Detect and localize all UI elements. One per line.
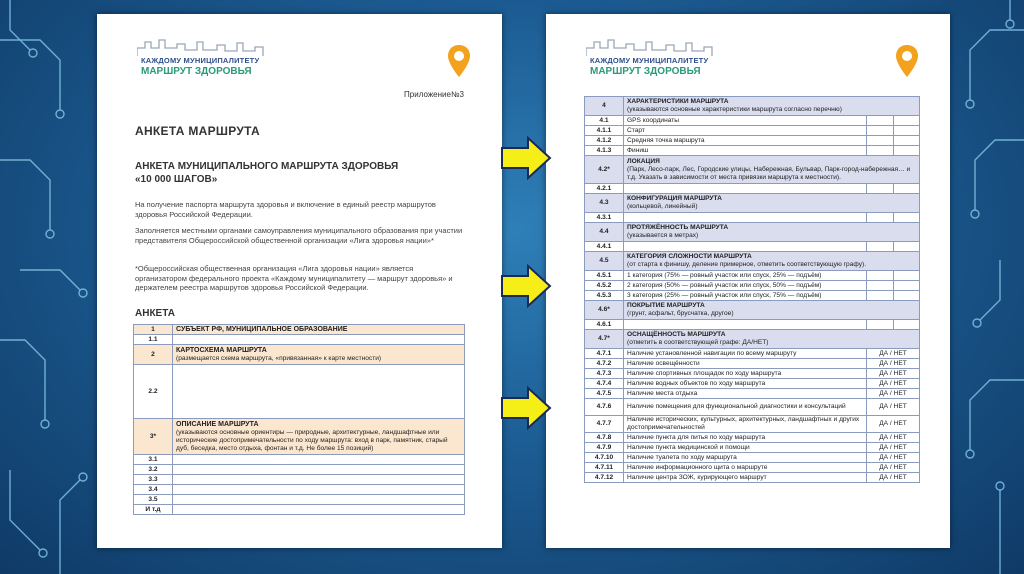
row-title: ПРОТЯЖЁННОСТЬ МАРШРУТА — [627, 224, 729, 231]
table-row — [134, 365, 465, 419]
table-row — [585, 146, 920, 156]
table-row — [585, 379, 920, 389]
row-note: (указывается в метрах) — [627, 232, 699, 239]
section-header — [624, 223, 920, 242]
row-number: 3.1 — [134, 455, 173, 465]
value-cell[interactable] — [893, 116, 920, 126]
value-cell[interactable] — [893, 184, 920, 194]
row-title: КАТЕГОРИЯ СЛОЖНОСТИ МАРШРУТА — [627, 253, 752, 260]
left-document-page — [97, 14, 502, 548]
logo-line-1: КАЖДОМУ МУНИЦИПАЛИТЕТУ — [141, 56, 260, 65]
row-number: 4.7.6 — [585, 399, 624, 416]
row-number: 4.1 — [585, 116, 624, 126]
row-label: Наличие спортивных площадок по ходу маршрута — [624, 369, 867, 379]
value-cell[interactable] — [867, 320, 894, 330]
table-row — [134, 475, 465, 485]
row-number: 4.7.5 — [585, 389, 624, 399]
row-content[interactable] — [173, 475, 465, 485]
value-cell[interactable] — [867, 136, 894, 146]
logo-line-1: КАЖДОМУ МУНИЦИПАЛИТЕТУ — [590, 56, 709, 65]
row-content[interactable] — [173, 455, 465, 465]
table-row — [585, 416, 920, 433]
table-row — [585, 349, 920, 359]
row-label: Наличие информационного щита о маршруте — [624, 463, 867, 473]
table-row — [585, 184, 920, 194]
row-number: 4.5.1 — [585, 271, 624, 281]
table-row — [585, 473, 920, 483]
paragraph-1: На получение паспорта маршрута здоровья и включение в единый реестр маршрутов здоровья Российской Федерации. — [135, 200, 436, 219]
table-row — [585, 463, 920, 473]
row-label: Наличие пункта для питья по ходу маршрута — [624, 433, 867, 443]
table-row — [134, 335, 465, 345]
row-content[interactable] — [173, 495, 465, 505]
row-content[interactable] — [173, 465, 465, 475]
row-label — [624, 242, 867, 252]
row-content[interactable] — [173, 335, 465, 345]
row-number: 3.5 — [134, 495, 173, 505]
appendix-label: Приложение№3 — [404, 90, 464, 99]
row-number: 4.7.4 — [585, 379, 624, 389]
row-note: (отметить в соответствующей графе: ДА/НЕТ) — [627, 339, 769, 346]
row-number: 4.5.3 — [585, 291, 624, 301]
row-number: 1.1 — [134, 335, 173, 345]
paragraph-3: *Общероссийская общественная организация «Лига здоровья нации» является организатором федерального проекта «Каждому муниципалитету — маршрут здоровья» и держателем реестра маршрутов здоровья Российской Федерации. — [135, 264, 453, 292]
row-note: (размещается схема маршрута, «привязанная» к карте местности) — [176, 354, 382, 362]
logo — [137, 36, 277, 84]
location-pin-icon — [446, 44, 472, 78]
yes-no-field[interactable]: ДА / НЕТ — [867, 433, 920, 443]
row-note: (грунт, асфальт, брусчатка, другое) — [627, 310, 734, 317]
paragraph-2: Заполняется местными органами самоуправления муниципального образования при участии представителя Общероссийской общественной организации «Лига здоровья нации»* — [135, 226, 463, 245]
row-number: 4.1.2 — [585, 136, 624, 146]
city-skyline-icon — [137, 36, 267, 58]
value-cell[interactable] — [867, 281, 894, 291]
right-form-table — [584, 96, 920, 483]
row-label: GPS координаты — [624, 116, 867, 126]
city-skyline-icon — [586, 36, 716, 58]
row-title: ОСНАЩЁННОСТЬ МАРШРУТА — [627, 331, 726, 338]
row-number: 4.7.1 — [585, 349, 624, 359]
table-row — [585, 453, 920, 463]
row-number: 4.2* — [585, 156, 624, 184]
row-note: (Парк, Лесо-парк, Лес, Городские улицы, Набережная, Бульвар, Парк-город-набережная… и т.д. Указать в зависимости от места привязки маршрута к местности). — [627, 165, 911, 181]
row-content — [173, 419, 465, 455]
row-title: СУБЪЕКТ РФ, МУНИЦИПАЛЬНОЕ ОБРАЗОВАНИЕ — [176, 325, 348, 333]
row-number: 4.2.1 — [585, 184, 624, 194]
row-note: (кольцевой, линейный) — [627, 203, 698, 210]
yes-no-field[interactable]: ДА / НЕТ — [867, 463, 920, 473]
yes-no-field[interactable]: ДА / НЕТ — [867, 443, 920, 453]
value-cell[interactable] — [893, 213, 920, 223]
table-row — [585, 369, 920, 379]
value-cell[interactable] — [867, 126, 894, 136]
row-title: ЛОКАЦИЯ — [627, 157, 660, 165]
yes-no-field[interactable]: ДА / НЕТ — [867, 416, 920, 433]
table-row — [134, 455, 465, 465]
logo-line-2: МАРШРУТ ЗДОРОВЬЯ — [141, 66, 252, 77]
table-row — [585, 252, 920, 271]
row-number: 4.1.1 — [585, 126, 624, 136]
yes-no-field[interactable]: ДА / НЕТ — [867, 399, 920, 416]
value-cell[interactable] — [893, 271, 920, 281]
yes-no-field[interactable]: ДА / НЕТ — [867, 349, 920, 359]
value-cell[interactable] — [867, 116, 894, 126]
row-number: 4.6.1 — [585, 320, 624, 330]
value-cell[interactable] — [867, 291, 894, 301]
row-label: Наличие установленной навигации по всему маршруту — [624, 349, 867, 359]
yes-no-field[interactable]: ДА / НЕТ — [867, 359, 920, 369]
row-label: 3 категория (25% — ровный участок или спуск, 75% — подъём) — [624, 291, 867, 301]
logo — [586, 36, 726, 84]
row-label: Наличие помещения для функциональной диагностики и консультаций — [624, 399, 867, 416]
table-row — [134, 325, 465, 335]
right-document-page — [546, 14, 950, 548]
table-row — [585, 213, 920, 223]
row-number: 4.5 — [585, 252, 624, 271]
row-number: 3.3 — [134, 475, 173, 485]
row-number: 3.2 — [134, 465, 173, 475]
section-header — [624, 156, 920, 184]
section-header — [624, 330, 920, 349]
value-cell[interactable] — [867, 271, 894, 281]
row-title: КОНФИГУРАЦИЯ МАРШРУТА — [627, 195, 722, 202]
location-pin-icon — [894, 44, 920, 78]
value-cell[interactable] — [893, 281, 920, 291]
row-label — [624, 213, 867, 223]
table-row — [585, 271, 920, 281]
row-number: 3* — [134, 419, 173, 455]
subtitle-line-2: «10 000 ШАГОВ» — [135, 174, 218, 185]
row-note: (указываются основные ориентиры — природные, архитектурные, ландшафтные или исторические достопримечательности по ходу маршрута: вход в парк, памятник, старый дуб, беседка, место отдыха, фонтан и т.д. Не более 15 позиций) — [176, 428, 448, 452]
table-row — [585, 281, 920, 291]
table-row — [134, 495, 465, 505]
table-row — [585, 97, 920, 116]
row-number: 4.4.1 — [585, 242, 624, 252]
table-row — [585, 330, 920, 349]
value-cell[interactable] — [893, 291, 920, 301]
row-label: Наличие исторических, культурных, архитектурных, ландшафтных и других достопримечательностей — [624, 416, 867, 433]
row-content[interactable] — [173, 505, 465, 515]
table-row — [134, 345, 465, 365]
value-cell[interactable] — [893, 126, 920, 136]
table-row — [585, 399, 920, 416]
table-row — [585, 136, 920, 146]
row-label: Наличие водных объектов по ходу маршрута — [624, 379, 867, 389]
row-label: 1 категория (75% — ровный участок или спуск, 25% — подъём) — [624, 271, 867, 281]
yes-no-field[interactable]: ДА / НЕТ — [867, 389, 920, 399]
table-row — [585, 301, 920, 320]
row-label: Наличие освещённости — [624, 359, 867, 369]
table-row — [585, 156, 920, 184]
document-subtitle — [135, 160, 475, 186]
row-title: КАРТОСХЕМА МАРШРУТА — [176, 346, 267, 354]
row-label — [624, 184, 867, 194]
row-number: 4.7* — [585, 330, 624, 349]
row-number: 4.5.2 — [585, 281, 624, 291]
form-title: АНКЕТА — [135, 308, 175, 319]
right-arrow-icon — [500, 386, 552, 430]
table-row — [585, 443, 920, 453]
row-number: 4 — [585, 97, 624, 116]
row-label — [624, 320, 867, 330]
row-label: Наличие места отдыха — [624, 389, 867, 399]
row-number: 2.2 — [134, 365, 173, 419]
table-row — [134, 505, 465, 515]
value-cell[interactable] — [867, 146, 894, 156]
table-row — [585, 433, 920, 443]
table-row — [134, 465, 465, 475]
section-header — [624, 252, 920, 271]
row-number: 4.7.11 — [585, 463, 624, 473]
row-label: Финиш — [624, 146, 867, 156]
row-label: Средняя точка маршрута — [624, 136, 867, 146]
row-number: 3.4 — [134, 485, 173, 495]
row-number: 4.7.12 — [585, 473, 624, 483]
right-arrow-icon — [500, 264, 552, 308]
yes-no-field[interactable]: ДА / НЕТ — [867, 379, 920, 389]
row-number: 4.7.2 — [585, 359, 624, 369]
subtitle-line-1: АНКЕТА МУНИЦИПАЛЬНОГО МАРШРУТА ЗДОРОВЬЯ — [135, 161, 399, 172]
row-number: 4.7.3 — [585, 369, 624, 379]
value-cell[interactable] — [867, 242, 894, 252]
value-cell[interactable] — [893, 146, 920, 156]
row-label: Наличие туалета по ходу маршрута — [624, 453, 867, 463]
left-form-table — [133, 324, 465, 515]
yes-no-field[interactable]: ДА / НЕТ — [867, 453, 920, 463]
row-content[interactable] — [173, 485, 465, 495]
section-header — [624, 97, 920, 116]
table-row — [585, 320, 920, 330]
row-title: ХАРАКТЕРИСТИКИ МАРШРУТА — [627, 98, 729, 105]
section-header — [624, 301, 920, 320]
row-content — [173, 325, 465, 335]
row-number: 4.3.1 — [585, 213, 624, 223]
table-row — [134, 485, 465, 495]
row-number: И т.д — [134, 505, 173, 515]
yes-no-field[interactable]: ДА / НЕТ — [867, 473, 920, 483]
value-cell[interactable] — [867, 213, 894, 223]
row-number: 4.6* — [585, 301, 624, 320]
right-arrow-icon — [500, 136, 552, 180]
row-number: 2 — [134, 345, 173, 365]
row-title: ПОКРЫТИЕ МАРШРУТА — [627, 302, 705, 309]
value-cell[interactable] — [867, 184, 894, 194]
row-number: 4.3 — [585, 194, 624, 213]
row-title: ОПИСАНИЕ МАРШРУТА — [176, 420, 259, 428]
table-row — [585, 116, 920, 126]
row-label: Наличие пункта медицинской и помощи — [624, 443, 867, 453]
table-row — [585, 359, 920, 369]
row-note: (от старта к финишу, деление примерное, отметить соответствующую графу). — [627, 261, 867, 268]
row-label: 2 категория (50% — ровный участок или спуск, 50% — подъём) — [624, 281, 867, 291]
table-row — [585, 389, 920, 399]
row-label: Старт — [624, 126, 867, 136]
value-cell[interactable] — [893, 136, 920, 146]
row-number: 1 — [134, 325, 173, 335]
row-number: 4.7.8 — [585, 433, 624, 443]
value-cell[interactable] — [893, 320, 920, 330]
row-number: 4.7.9 — [585, 443, 624, 453]
table-row — [585, 126, 920, 136]
row-number: 4.4 — [585, 223, 624, 242]
table-row — [134, 419, 465, 455]
row-number: 4.7.10 — [585, 453, 624, 463]
row-number: 4.7.7 — [585, 416, 624, 433]
section-header — [624, 194, 920, 213]
row-label: Наличие центра ЗОЖ, курирующего маршрут — [624, 473, 867, 483]
table-row — [585, 291, 920, 301]
row-note: (указываются основные характеристики маршрута согласно перечню) — [627, 106, 842, 113]
row-content[interactable] — [173, 365, 465, 419]
row-content — [173, 345, 465, 365]
logo-line-2: МАРШРУТ ЗДОРОВЬЯ — [590, 66, 701, 77]
table-row — [585, 194, 920, 213]
yes-no-field[interactable]: ДА / НЕТ — [867, 369, 920, 379]
page-title: АНКЕТА МАРШРУТА — [135, 124, 261, 138]
table-row — [585, 223, 920, 242]
value-cell[interactable] — [893, 242, 920, 252]
row-number: 4.1.3 — [585, 146, 624, 156]
table-row — [585, 242, 920, 252]
